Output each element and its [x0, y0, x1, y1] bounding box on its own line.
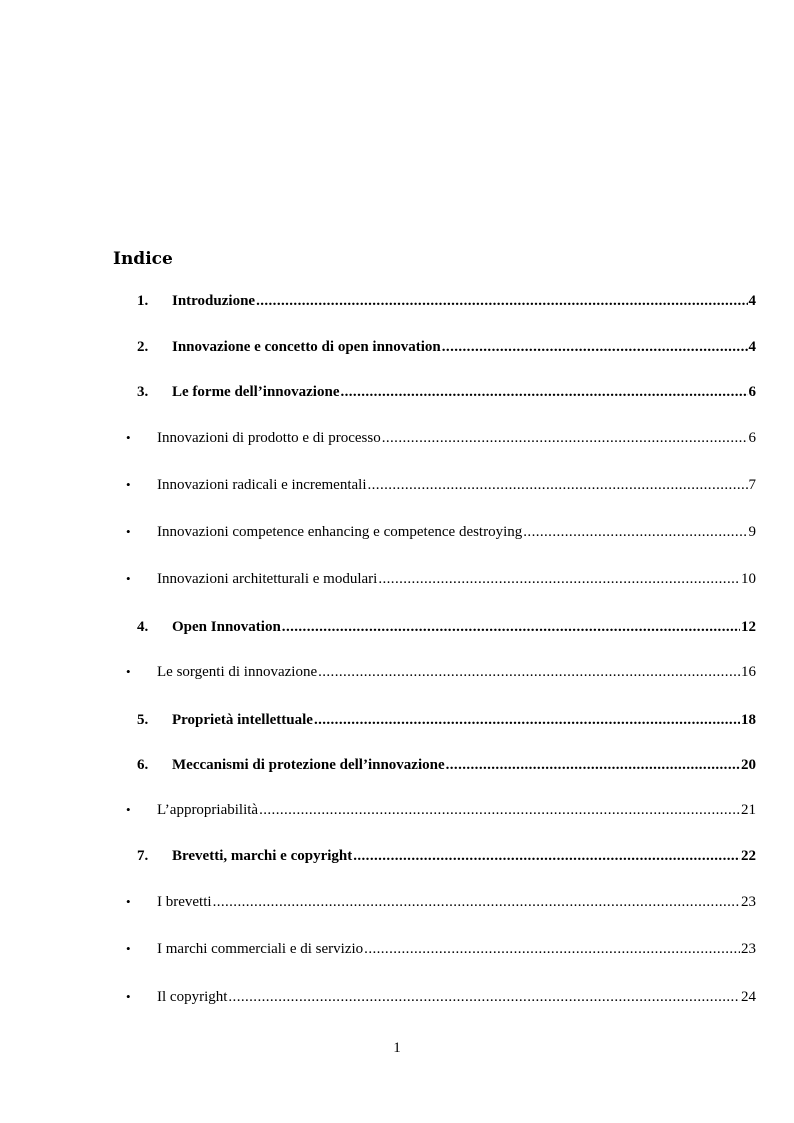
- toc-entry-page: 6: [748, 384, 756, 400]
- toc-entry-open-innovation[interactable]: [137, 617, 756, 637]
- bullet-icon: •: [126, 477, 131, 492]
- dot-leader: [256, 291, 747, 311]
- toc-entry-innovazione-open-innovation[interactable]: [137, 337, 756, 357]
- toc-entry-forme-innovazione[interactable]: [137, 382, 756, 402]
- dot-leader: [259, 800, 740, 820]
- toc-entry-appropriabilita[interactable]: [126, 800, 756, 820]
- toc-entry-title: Innovazioni architetturali e modulari: [157, 571, 378, 587]
- dot-leader: [442, 337, 748, 357]
- toc-entry-title: I marchi commerciali e di servizio: [157, 941, 364, 957]
- toc-entry-number: 1.: [137, 293, 149, 309]
- toc-entry-title: Il copyright: [157, 989, 228, 1005]
- dot-leader: [318, 662, 740, 682]
- dot-leader: [213, 892, 740, 912]
- toc-entry-title: Innovazioni radicali e incrementali: [157, 477, 367, 493]
- toc-entry-title: L’appropriabilità: [157, 802, 259, 818]
- bullet-icon: •: [126, 664, 131, 679]
- toc-entry-competence[interactable]: [126, 522, 756, 542]
- dot-leader: [364, 939, 740, 959]
- bullet-icon: •: [126, 524, 131, 539]
- toc-entry-title: Introduzione: [172, 293, 256, 309]
- dot-leader: [282, 617, 740, 637]
- toc-entry-number: 2.: [137, 339, 149, 355]
- toc-entry-title: Innovazioni competence enhancing e competence destroying: [157, 524, 523, 540]
- toc-entry-title: Open Innovation: [172, 619, 281, 635]
- toc-entry-number: 6.: [137, 757, 149, 773]
- dot-leader: [340, 382, 747, 402]
- toc-entry-page: 4: [748, 339, 756, 355]
- dot-leader: [368, 475, 748, 495]
- toc-entry-meccanismi-protezione[interactable]: [137, 755, 756, 775]
- bullet-icon: •: [126, 571, 131, 586]
- toc-entry-page: 16: [741, 664, 756, 680]
- toc-entry-title: Brevetti, marchi e copyright: [172, 848, 353, 864]
- toc-entry-number: 5.: [137, 712, 149, 728]
- toc-entry-number: 7.: [137, 848, 149, 864]
- page-number: 1: [393, 1040, 401, 1056]
- bullet-icon: •: [126, 802, 131, 817]
- toc-entry-number: 3.: [137, 384, 149, 400]
- toc-entry-page: 20: [741, 757, 756, 773]
- toc-entry-title: Meccanismi di protezione dell’innovazione: [172, 757, 445, 773]
- toc-entry-title: Le forme dell’innovazione: [172, 384, 340, 400]
- toc-heading: Indice: [113, 249, 173, 269]
- toc-entry-title: Innovazione e concetto di open innovation: [172, 339, 441, 355]
- toc-entry-page: 22: [741, 848, 756, 864]
- toc-entry-brevetti[interactable]: [126, 892, 756, 912]
- toc-entry-page: 24: [741, 989, 756, 1005]
- dot-leader: [523, 522, 747, 542]
- toc-entry-proprieta-intellettuale[interactable]: [137, 710, 756, 730]
- bullet-icon: •: [126, 430, 131, 445]
- toc-entry-page: 6: [748, 430, 756, 446]
- toc-entry-copyright[interactable]: [126, 987, 756, 1007]
- dot-leader: [378, 569, 740, 589]
- toc-entry-brevetti-marchi-copyright[interactable]: [137, 846, 756, 866]
- toc-entry-page: 7: [748, 477, 756, 493]
- toc-entry-number: 4.: [137, 619, 149, 635]
- toc-entry-page: 9: [748, 524, 756, 540]
- bullet-icon: •: [126, 989, 131, 1004]
- toc-entry-page: 4: [748, 293, 756, 309]
- dot-leader: [228, 987, 740, 1007]
- toc-entry-architetturali-modulari[interactable]: [126, 569, 756, 589]
- toc-entry-page: 23: [741, 894, 756, 910]
- toc-entry-page: 21: [741, 802, 756, 818]
- toc-entry-title: Proprietà intellettuale: [172, 712, 313, 728]
- toc-entry-page: 23: [741, 941, 756, 957]
- toc-entry-prodotto-processo[interactable]: [126, 428, 756, 448]
- toc-entry-title: Innovazioni di prodotto e di processo: [157, 430, 381, 446]
- toc-entry-page: 18: [741, 712, 756, 728]
- dot-leader: [314, 710, 740, 730]
- bullet-icon: •: [126, 941, 131, 956]
- toc-entry-title: Le sorgenti di innovazione: [157, 664, 318, 680]
- toc-entry-page: 12: [741, 619, 756, 635]
- toc-entry-sorgenti[interactable]: [126, 662, 756, 682]
- toc-entry-marchi[interactable]: [126, 939, 756, 959]
- toc-entry-page: 10: [741, 571, 756, 587]
- dot-leader: [353, 846, 740, 866]
- dot-leader: [382, 428, 748, 448]
- toc-entry-radicali-incrementali[interactable]: [126, 475, 756, 495]
- dot-leader: [446, 755, 740, 775]
- toc-entry-title: I brevetti: [157, 894, 212, 910]
- toc-entry-introduzione[interactable]: [137, 291, 756, 311]
- bullet-icon: •: [126, 894, 131, 909]
